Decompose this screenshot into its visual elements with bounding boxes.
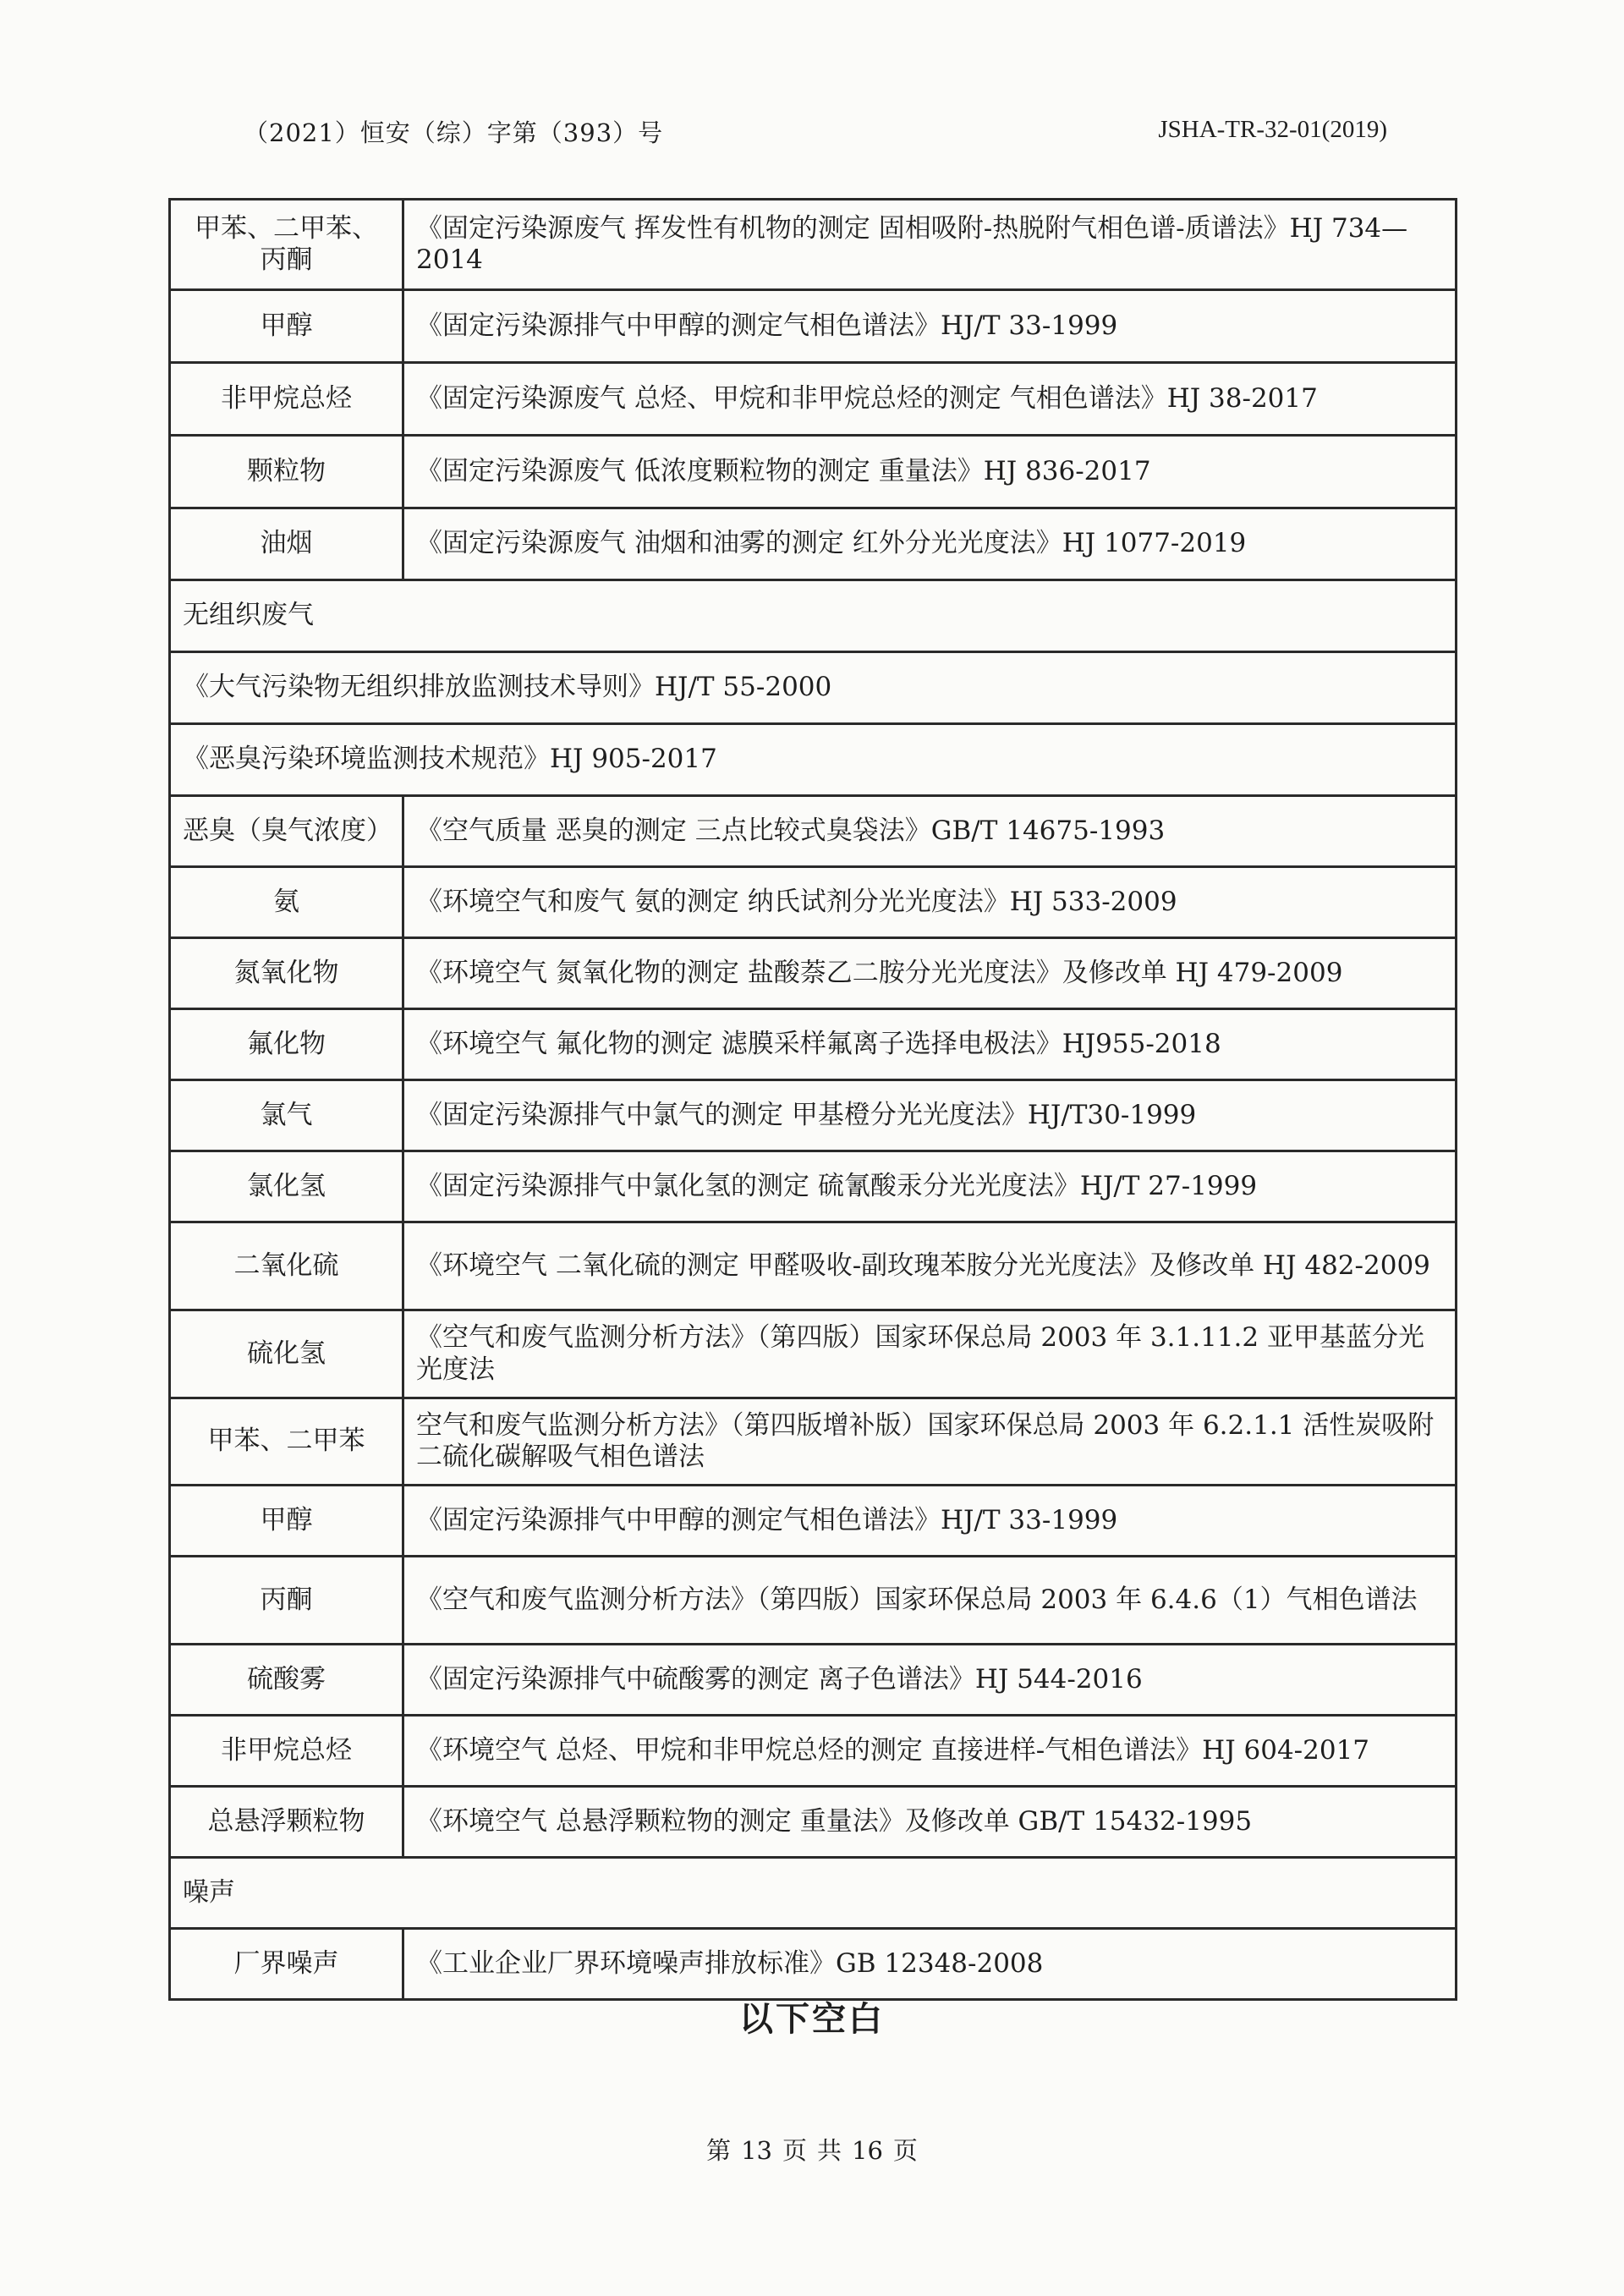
monitoring-item: 二氧化硫 (170, 1222, 403, 1310)
method-standard: 空气和废气监测分析方法》（第四版增补版）国家环保总局 2003 年 6.2.1.1 活性炭吸附二硫化碳解吸气相色谱法 (403, 1398, 1457, 1486)
table-row (170, 508, 1457, 580)
monitoring-item: 油烟 (170, 508, 403, 580)
method-standard: 《环境空气 氮氧化物的测定 盐酸萘乙二胺分光光度法》及修改单 HJ 479-2009 (403, 938, 1457, 1009)
method-standard: 《环境空气 总烃、甲烷和非甲烷总烃的测定 直接进样-气相色谱法》HJ 604-2017 (403, 1716, 1457, 1787)
method-standard: 《固定污染源排气中氯气的测定 甲基橙分光光度法》HJ/T30-1999 (403, 1080, 1457, 1151)
monitoring-item: 氮氧化物 (170, 938, 403, 1009)
table-row (170, 867, 1457, 938)
monitoring-item: 厂界噪声 (170, 1929, 403, 2000)
monitoring-item: 氯化氢 (170, 1151, 403, 1222)
table-row (170, 1080, 1457, 1151)
monitoring-item: 氯气 (170, 1080, 403, 1151)
table-row (170, 796, 1457, 867)
document-code: JSHA-TR-32-01(2019) (1158, 116, 1387, 143)
method-standard: 《固定污染源废气 挥发性有机物的测定 固相吸附-热脱附气相色谱-质谱法》HJ 734—2014 (403, 200, 1457, 290)
method-standard: 《工业企业厂界环境噪声排放标准》GB 12348-2008 (403, 1929, 1457, 2000)
section-heading: 噪声 (170, 1858, 1457, 1929)
table-row (170, 1398, 1457, 1486)
monitoring-item: 甲苯、二甲苯 (170, 1398, 403, 1486)
table-row (170, 1557, 1457, 1645)
method-standard: 《固定污染源排气中氯化氢的测定 硫氰酸汞分光光度法》HJ/T 27-1999 (403, 1151, 1457, 1222)
monitoring-item: 甲苯、二甲苯、丙酮 (170, 200, 403, 290)
report-number: （2021）恒安（综）字第（393）号 (244, 118, 664, 147)
method-standard: 《环境空气 总悬浮颗粒物的测定 重量法》及修改单 GB/T 15432-1995 (403, 1787, 1457, 1858)
table-row (170, 1310, 1457, 1398)
table-row (170, 436, 1457, 508)
table-row (170, 363, 1457, 436)
table-row (170, 200, 1457, 290)
page-label: 第 (706, 2136, 732, 2165)
table-row (170, 1009, 1457, 1080)
monitoring-item: 硫酸雾 (170, 1645, 403, 1716)
section-row (170, 652, 1457, 724)
table-row (170, 1645, 1457, 1716)
monitoring-item: 非甲烷总烃 (170, 1716, 403, 1787)
current-page: 13 (741, 2136, 772, 2165)
monitoring-item: 氟化物 (170, 1009, 403, 1080)
monitoring-item: 非甲烷总烃 (170, 363, 403, 436)
method-standard: 《固定污染源排气中甲醇的测定气相色谱法》HJ/T 33-1999 (403, 1486, 1457, 1557)
section-heading: 《大气污染物无组织排放监测技术导则》HJ/T 55-2000 (170, 652, 1457, 724)
monitoring-item: 氨 (170, 867, 403, 938)
method-standard: 《空气质量 恶臭的测定 三点比较式臭袋法》GB/T 14675-1993 (403, 796, 1457, 867)
section-row (170, 1858, 1457, 1929)
method-standard: 《固定污染源废气 总烃、甲烷和非甲烷总烃的测定 气相色谱法》HJ 38-2017 (403, 363, 1457, 436)
monitoring-item: 总悬浮颗粒物 (170, 1787, 403, 1858)
table-row (170, 938, 1457, 1009)
monitoring-item: 硫化氢 (170, 1310, 403, 1398)
method-standard: 《环境空气 二氧化硫的测定 甲醛吸收-副玫瑰苯胺分光光度法》及修改单 HJ 482-2009 (403, 1222, 1457, 1310)
monitoring-item: 甲醇 (170, 290, 403, 363)
method-standard: 《空气和废气监测分析方法》（第四版）国家环保总局 2003 年 3.1.11.2 亚甲基蓝分光光度法 (403, 1310, 1457, 1398)
method-standard: 《固定污染源排气中硫酸雾的测定 离子色谱法》HJ 544-2016 (403, 1645, 1457, 1716)
section-heading: 《恶臭污染环境监测技术规范》HJ 905-2017 (170, 724, 1457, 796)
total-pages: 16 (852, 2136, 883, 2165)
table-row (170, 1716, 1457, 1787)
blank-below-note: 以下空白 (739, 2000, 885, 2039)
page-label: 页 (892, 2136, 918, 2165)
method-standard: 《固定污染源废气 低浓度颗粒物的测定 重量法》HJ 836-2017 (403, 436, 1457, 508)
table-row (170, 1222, 1457, 1310)
monitoring-item: 甲醇 (170, 1486, 403, 1557)
section-row (170, 580, 1457, 652)
table-row (170, 1787, 1457, 1858)
table-row (170, 1929, 1457, 2000)
method-standard: 《环境空气和废气 氨的测定 纳氏试剂分光光度法》HJ 533-2009 (403, 867, 1457, 938)
section-heading: 无组织废气 (170, 580, 1457, 652)
table-row (170, 1151, 1457, 1222)
table-row (170, 290, 1457, 363)
method-standard: 《环境空气 氟化物的测定 滤膜采样氟离子选择电极法》HJ955-2018 (403, 1009, 1457, 1080)
page-label: 页 (782, 2136, 807, 2165)
monitoring-item: 恶臭（臭气浓度） (170, 796, 403, 867)
page-number (0, 2132, 1624, 2167)
table-row (170, 1486, 1457, 1557)
monitoring-item: 丙酮 (170, 1557, 403, 1645)
method-standard: 《固定污染源废气 油烟和油雾的测定 红外分光光度法》HJ 1077-2019 (403, 508, 1457, 580)
method-standard: 《空气和废气监测分析方法》（第四版）国家环保总局 2003 年 6.4.6（1）气相色谱法 (403, 1557, 1457, 1645)
monitoring-methods-table (168, 198, 1457, 2001)
section-row (170, 724, 1457, 796)
method-standard: 《固定污染源排气中甲醇的测定气相色谱法》HJ/T 33-1999 (403, 290, 1457, 363)
monitoring-item: 颗粒物 (170, 436, 403, 508)
total-label: 共 (817, 2136, 842, 2165)
